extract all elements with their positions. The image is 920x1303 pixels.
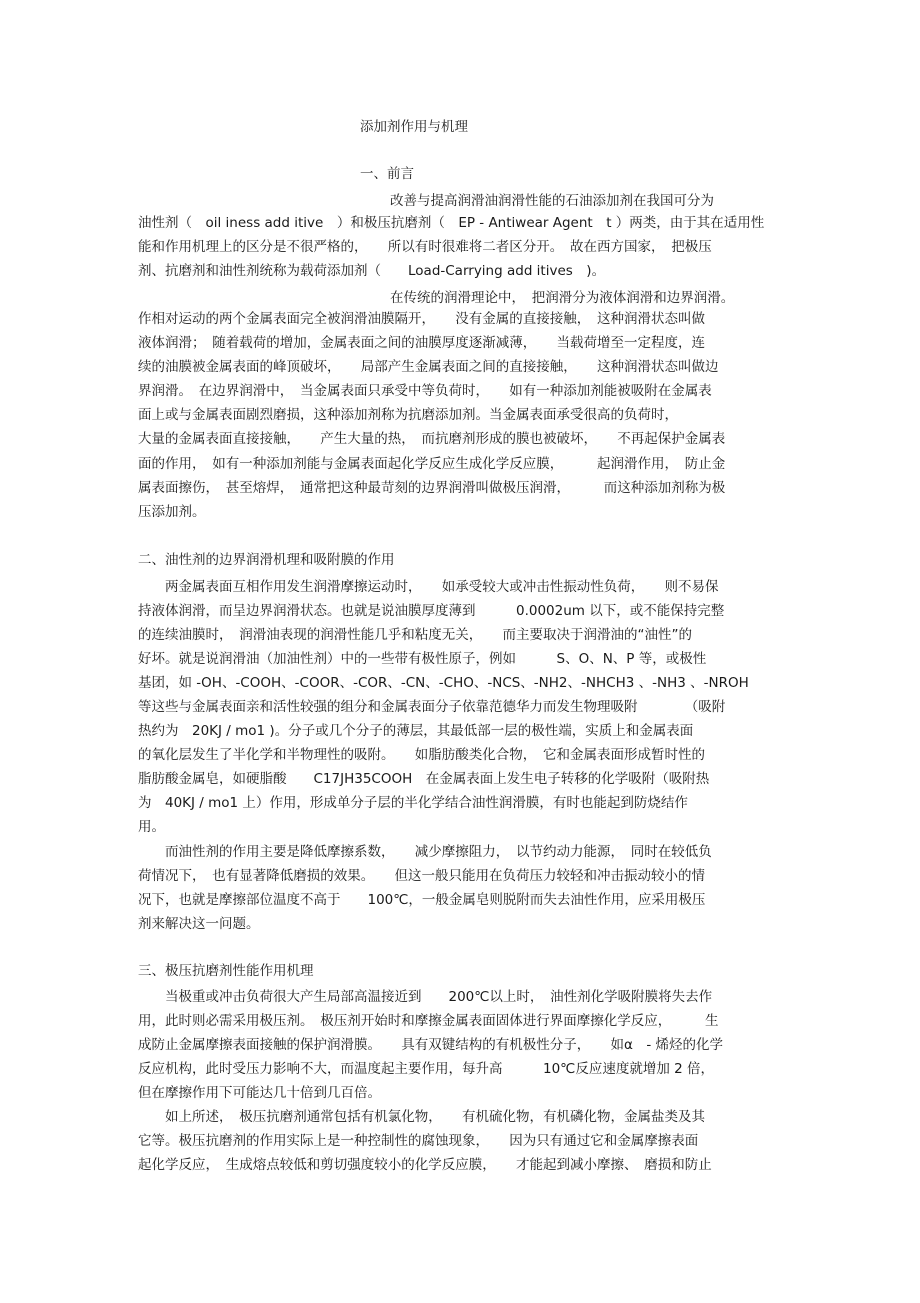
paragraph-line: 脂肪酸金属皂，如硬脂酸 C17JH35COOH 在金属表面上发生电子转移的化学吸附（吸附热 [138, 771, 710, 787]
paragraph-line: 属表面擦伤， 甚至熔焊， 通常把这种最苛刻的边界润滑叫做极压润滑， 而这种添加剂称为极 [138, 480, 726, 496]
paragraph-line: 用，此时则必需采用极压剂。 极压剂开始时和摩擦金属表面固体进行界面摩擦化学反应， 生 [138, 1013, 719, 1029]
paragraph-line: 能和作用机理上的区分是不很严格的， 所以有时很难将二者区分开。 故在西方国家， 把极压 [138, 239, 712, 255]
paragraph-line: 基团，如 -OH、-COOH、-COOR、-COR、-CN、-CHO、-NCS、-NH2、-NHCH3 、-NH3 、-NROH [138, 675, 749, 691]
paragraph-line: 持液体润滑，而呈边界润滑状态。也就是说油膜厚度薄到 0.0002um 以下，或不能保持完整 [138, 603, 725, 619]
paragraph-line: 起化学反应， 生成熔点较低和剪切强度较小的化学反应膜， 才能起到减小摩擦、 磨损和防止 [138, 1157, 712, 1173]
paragraph-line: 面的作用， 如有一种添加剂能与金属表面起化学反应生成化学反应膜， 起润滑作用， 防止金 [138, 456, 726, 472]
paragraph-line: 剂、抗磨剂和油性剂统称为载荷添加剂（ Load-Carrying add itives )。 [138, 263, 606, 279]
section-heading-preface: 一、前言 [360, 166, 414, 182]
paragraph-line: 油性剂（ oil iness add itive ）和极压抗磨剂（ EP - Antiwear Agent t ）两类，由于其在适用性 [138, 215, 765, 231]
paragraph-line: 荷情况下， 也有显著降低磨损的效果。 但这一般只能用在负荷压力较轻和冲击振动较小的情 [138, 868, 705, 884]
paragraph-line: 的氧化层发生了半化学和半物理性的吸附。 如脂肪酸类化合物， 它和金属表面形成暂时性的 [138, 747, 705, 763]
paragraph-line: 反应机构，此时受压力影响不大，而温度起主要作用，每升高 10℃反应速度就增加 2 倍， [138, 1061, 715, 1077]
paragraph-line: 大量的金属表面直接接触， 产生大量的热， 而抗磨剂形成的膜也被破坏， 不再起保护金属表 [138, 431, 726, 447]
paragraph-line: 液体润滑； 随着载荷的增加，金属表面之间的油膜厚度逐渐减薄， 当载荷增至一定程度，连 [138, 335, 705, 351]
paragraph-line: 在传统的润滑理论中， 把润滑分为液体润滑和边界润滑。 [390, 290, 735, 306]
paragraph-line: 等这些与金属表面亲和活性较强的组分和金属表面分子依靠范德华力而发生物理吸附 （吸附 [138, 699, 726, 715]
paragraph-line: 况下，也就是摩擦部位温度不高于 100℃，一般金属皂则脱附而失去油性作用，应采用极压 [138, 892, 706, 908]
paragraph-line: 剂来解决这一问题。 [138, 916, 260, 932]
paragraph-line: 当极重或冲击负荷很大产生局部高温接近到 200℃以上时， 油性剂化学吸附膜将失去作 [138, 989, 713, 1005]
paragraph-line: 改善与提高润滑油润滑性能的石油添加剂在我国可分为 [390, 193, 714, 209]
paragraph-line: 热约为 20KJ / mo1 )。分子或几个分子的薄层，其最低部一层的极性端，实质上和金属表面 [138, 723, 694, 739]
paragraph-line: 如上所述， 极压抗磨剂通常包括有机氯化物， 有机硫化物，有机磷化物，金属盐类及其 [138, 1109, 705, 1125]
paragraph-line: 用。 [138, 819, 165, 835]
paragraph-line: 的连续油膜时， 润滑油表现的润滑性能几乎和粘度无关， 而主要取决于润滑油的“油性”的 [138, 627, 692, 643]
paragraph-line: 它等。极压抗磨剂的作用实际上是一种控制性的腐蚀现象， 因为只有通过它和金属摩擦表面 [138, 1133, 699, 1149]
document-title: 添加剂作用与机理 [360, 119, 468, 135]
paragraph-line: 界润滑。 在边界润滑中， 当金属表面只承受中等负荷时， 如有一种添加剂能被吸附在金属表 [138, 383, 712, 399]
paragraph-line: 为 40KJ / mo1 上）作用，形成单分子层的半化学结合油性润滑膜，有时也能起到防烧结作 [138, 795, 688, 811]
paragraph-line: 好坏。就是说润滑油（加油性剂）中的一些带有极性原子，例如 S、O、N、P 等，或极性 [138, 651, 707, 667]
paragraph-line: 续的油膜被金属表面的峰顶破坏， 局部产生金属表面之间的直接接触， 这种润滑状态叫做边 [138, 359, 719, 375]
section-heading-ep: 三、极压抗磨剂性能作用机理 [138, 963, 314, 979]
paragraph-line: 成防止金属摩擦表面接触的保护润滑膜。 具有双键结构的有机极性分子， 如α - 烯烃的化学 [138, 1037, 724, 1053]
paragraph-line: 作相对运动的两个金属表面完全被润滑油膜隔开， 没有金属的直接接触， 这种润滑状态叫做 [138, 311, 705, 327]
paragraph-line: 而油性剂的作用主要是降低摩擦系数， 减少摩擦阻力， 以节约动力能源， 同时在较低负 [138, 844, 712, 860]
paragraph-line: 两金属表面互相作用发生润滑摩擦运动时， 如承受较大或冲击性振动性负荷， 则不易保 [138, 579, 719, 595]
section-heading-oiliness: 二、油性剂的边界润滑机理和吸附膜的作用 [138, 552, 395, 568]
paragraph-line: 压添加剂。 [138, 504, 206, 520]
paragraph-line: 但在摩擦作用下可能达几十倍到几百倍。 [138, 1085, 381, 1101]
paragraph-line: 面上或与金属表面剧烈磨损，这种添加剂称为抗磨添加剂。当金属表面承受很高的负荷时， [138, 407, 678, 423]
